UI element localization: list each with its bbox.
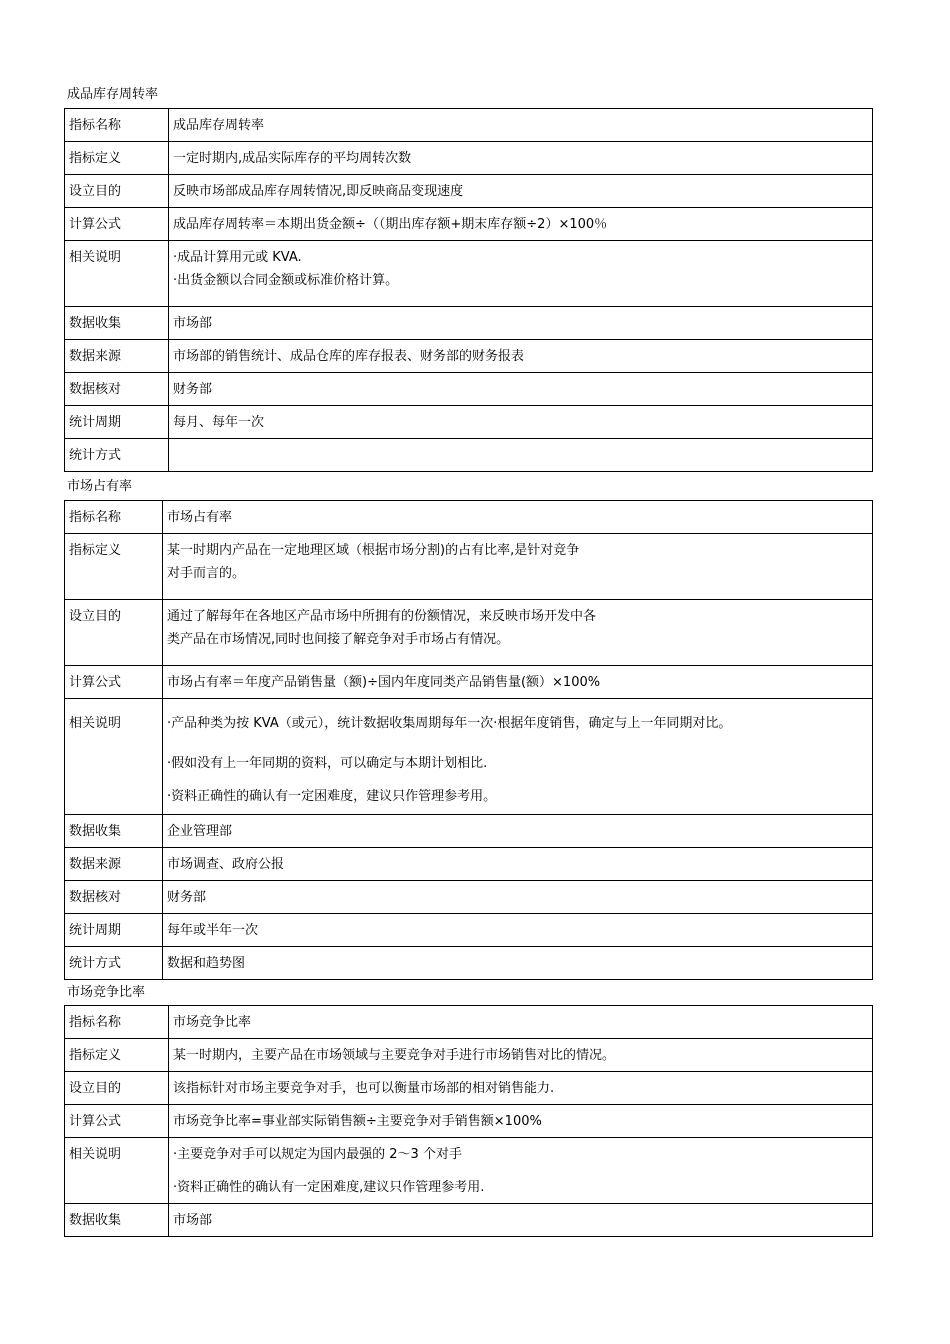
row-value-line: ·出货金额以合同金额或标准价格计算。 <box>173 273 399 288</box>
row-value <box>163 848 873 881</box>
row-value <box>163 501 873 534</box>
table-row <box>65 600 873 666</box>
row-value-line: 对手而言的。 <box>167 566 246 581</box>
row-label: 数据收集 <box>65 815 163 848</box>
row-value-line: ·资料正确性的确认有一定困难度，建议只作管理参考用。 <box>167 789 497 804</box>
row-value-line: ·资料正确性的确认有一定困难度,建议只作管理参考用. <box>173 1180 485 1195</box>
table-row <box>65 947 873 980</box>
row-label: 数据来源 <box>65 848 163 881</box>
row-label: 指标定义 <box>65 142 169 175</box>
table-row <box>65 175 873 208</box>
row-value <box>169 307 873 340</box>
table-row <box>65 666 873 699</box>
row-value-line: ·假如没有上一年同期的资料，可以确定与本期计划相比. <box>167 756 488 771</box>
table-row <box>65 373 873 406</box>
section-title: 市场竞争比率 <box>67 985 146 1000</box>
row-value <box>169 340 873 373</box>
row-value-line: 一定时期内,成品实际库存的平均周转次数 <box>173 151 412 166</box>
row-value-line: 通过了解每年在各地区产品市场中所拥有的份额情况，来反映市场开发中各 <box>167 609 597 624</box>
row-value-line: 每月、每年一次 <box>173 415 265 430</box>
table-row <box>65 142 873 175</box>
row-value <box>169 1105 873 1138</box>
row-value <box>169 1039 873 1072</box>
row-value-line: 财务部 <box>167 890 207 905</box>
row-label: 数据收集 <box>65 1204 169 1237</box>
row-value <box>169 241 873 307</box>
row-value <box>169 439 873 472</box>
row-value-line: 每年或半年一次 <box>167 923 259 938</box>
row-value <box>163 914 873 947</box>
table-row <box>65 501 873 534</box>
table-row <box>65 534 873 600</box>
table-row <box>65 1006 873 1039</box>
table-row <box>65 699 873 815</box>
row-value-line: 反映市场部成品库存周转情况,即反映商品变现速度 <box>173 184 464 199</box>
row-value-line: 该指标针对市场主要竞争对手，也可以衡量市场部的相对销售能力. <box>173 1081 555 1096</box>
row-label: 数据核对 <box>65 881 163 914</box>
row-value-line: 市场部 <box>173 316 213 331</box>
row-value-line: 类产品在市场情况,同时也间接了解竞争对手市场占有情况。 <box>167 632 510 647</box>
row-value-line: 市场占有率 <box>167 510 233 525</box>
row-label: 数据核对 <box>65 373 169 406</box>
row-value <box>163 534 873 600</box>
row-value <box>169 373 873 406</box>
row-value-line: ·主要竞争对手可以规定为国内最强的 2～3 个对手 <box>173 1147 462 1162</box>
row-value-line: 市场部 <box>173 1213 213 1228</box>
row-label: 相关说明 <box>65 699 163 815</box>
row-value <box>163 666 873 699</box>
row-value-line: 数据和趋势图 <box>167 956 246 971</box>
row-value-line: 某一时期内，主要产品在市场领域与主要竞争对手进行市场销售对比的情况。 <box>173 1048 616 1063</box>
row-label: 指标定义 <box>65 1039 169 1072</box>
row-label: 数据收集 <box>65 307 169 340</box>
row-value <box>169 208 873 241</box>
row-value <box>169 175 873 208</box>
row-label: 设立目的 <box>65 1072 169 1105</box>
table-row <box>65 815 873 848</box>
table-row <box>65 914 873 947</box>
row-value-line: 市场调查、政府公报 <box>167 857 285 872</box>
table-row <box>65 340 873 373</box>
row-label: 相关说明 <box>65 1138 169 1204</box>
row-label: 数据来源 <box>65 340 169 373</box>
table-row <box>65 109 873 142</box>
row-value <box>169 109 873 142</box>
table-row <box>65 1138 873 1204</box>
row-value-line: 市场部的销售统计、成品仓库的库存报表、财务部的财务报表 <box>173 349 525 364</box>
row-label: 相关说明 <box>65 241 169 307</box>
table-row <box>65 1105 873 1138</box>
indicator-table <box>64 108 873 472</box>
table-row <box>65 439 873 472</box>
row-label: 指标名称 <box>65 1006 169 1039</box>
row-label: 设立目的 <box>65 600 163 666</box>
table-row <box>65 1072 873 1105</box>
row-label: 指标名称 <box>65 501 163 534</box>
row-value <box>163 947 873 980</box>
table-row <box>65 241 873 307</box>
table-row <box>65 881 873 914</box>
row-value <box>169 406 873 439</box>
row-value-line: 企业管理部 <box>167 824 233 839</box>
row-value <box>163 815 873 848</box>
row-value <box>163 699 873 815</box>
section-title: 成品库存周转率 <box>67 87 159 102</box>
row-value-line: 市场竞争比率 <box>173 1015 252 1030</box>
row-value <box>169 1204 873 1237</box>
indicator-table <box>64 1005 873 1237</box>
row-label: 设立目的 <box>65 175 169 208</box>
row-value-line: 成品库存周转率 <box>173 118 265 133</box>
row-label: 指标名称 <box>65 109 169 142</box>
row-label: 统计周期 <box>65 914 163 947</box>
table-row <box>65 1039 873 1072</box>
table-row <box>65 848 873 881</box>
row-label: 统计方式 <box>65 439 169 472</box>
row-value-line: ·产品种类为按 KVA（或元），统计数据收集周期每年一次·根据年度销售，确定与上一年同期对比。 <box>167 716 732 731</box>
row-value <box>169 1138 873 1204</box>
row-value-line: 市场占有率＝年度产品销售量（额)÷国内年度同类产品销售量(额）×100% <box>167 675 601 690</box>
row-value <box>163 881 873 914</box>
section-title: 市场占有率 <box>67 479 133 494</box>
row-value-line: 市场竞争比率=事业部实际销售额÷主要竞争对手销售额×100% <box>173 1114 542 1129</box>
row-value-line: ·成品计算用元或 KVA. <box>173 250 302 265</box>
row-label: 统计方式 <box>65 947 163 980</box>
table-row <box>65 406 873 439</box>
row-value-line: 成品库存周转率＝本期出货金额÷（（期出库存额+期末库存额÷2）×100％ <box>173 217 608 232</box>
row-value <box>169 142 873 175</box>
row-value-line: 某一时期内产品在一定地理区域（根据市场分割)的占有比率,是针对竞争 <box>167 543 580 558</box>
table-row <box>65 208 873 241</box>
row-label: 计算公式 <box>65 666 163 699</box>
row-label: 计算公式 <box>65 208 169 241</box>
indicator-table <box>64 500 873 980</box>
table-row <box>65 1204 873 1237</box>
row-value-line: 财务部 <box>173 382 213 397</box>
row-label: 统计周期 <box>65 406 169 439</box>
row-label: 指标定义 <box>65 534 163 600</box>
row-label: 计算公式 <box>65 1105 169 1138</box>
row-value <box>169 1006 873 1039</box>
row-value <box>169 1072 873 1105</box>
row-value <box>163 600 873 666</box>
table-row <box>65 307 873 340</box>
